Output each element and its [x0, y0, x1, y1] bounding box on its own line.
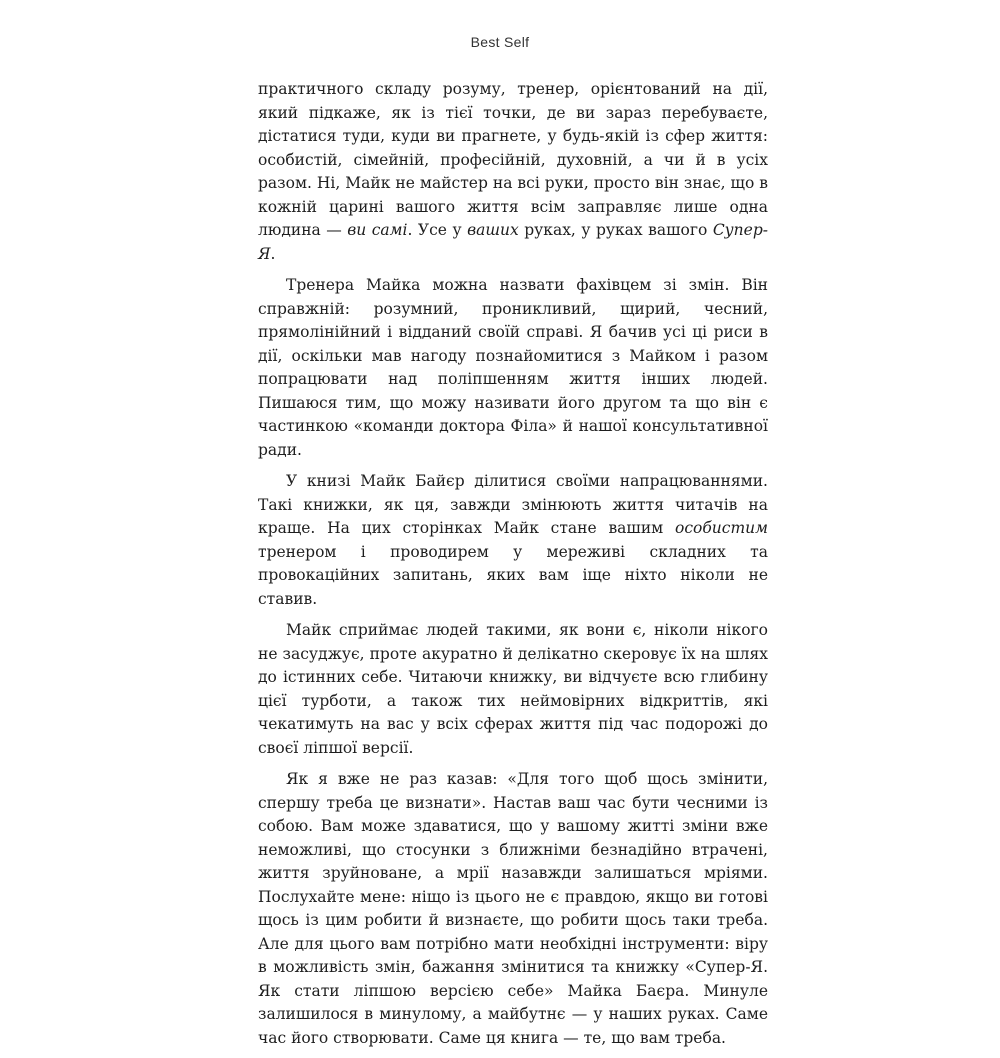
paragraph — [258, 619, 768, 760]
text-run: . — [270, 244, 276, 263]
paragraph — [258, 274, 768, 462]
italic-text-run: Супер-Я — [258, 221, 768, 263]
italic-text-run: ваших — [467, 221, 519, 239]
running-head: Best Self — [470, 34, 530, 50]
text-run: Тренера Майка можна назвати фахівцем зі змін. Він справжній: розумний, проникливий, щирий, чесний, прямолінійний і відданий своїй справі. Я бачив усі ці риси в дії, оскільки мав нагоду познайомитися з Майком і разом попрацювати над поліпшенням життя інших людей. Пишаюся тим, що можу називати його другом та що він є частинкою «команди доктора Філа» й нашої консультативної ради. — [258, 276, 768, 459]
italic-text-run: ви самі — [347, 221, 408, 239]
text-run: практичного складу розуму, тренер, орієнтований на дії, який підкаже, як із тієї точки, де ви зараз перебуваєте, дістатися туди, куди ви прагнете, у будь-якій із сфер життя: особистій, сімейній, професійній, духовній, а чи й в усіх разом. Ні, Майк не майстер на всі руки, просто він знає, що в кожній царині вашого життя всім заправляє лише одна людина — — [258, 80, 768, 239]
text-run: У книзі Майк Байєр ділитися своїми напрацюваннями. Такі книжки, як ця, завжди змінюють життя читачів на краще. На цих сторінках Майк стане вашим — [258, 472, 768, 537]
text-run: . Усе у — [407, 221, 468, 239]
text-run: Майк сприймає людей такими, як вони є, ніколи нікого не засуджує, проте акуратно й делікатно скеровує їх на шлях до істинних себе. Читаючи книжку, ви відчуєте всю глибину цієї турботи, а також тих неймовірних відкриттів, які чекатимуть на вас у всіх сферах життя під час подорожі до своєї ліпшої версії. — [258, 621, 768, 757]
body-text — [258, 78, 768, 1058]
paragraph — [258, 78, 768, 266]
italic-text-run: особистим — [675, 519, 768, 537]
text-run: тренером і проводирем у мереживі складних та провокаційних запитань, яких вам іще ніхто ніколи не ставив. — [258, 542, 768, 608]
text-run: Як я вже не раз казав: «Для того щоб щось змінити, спершу треба це визнати». Настав ваш час бути чесними із собою. Вам може здаватися, що у вашому житті зміни вже неможливі, що стосунки з ближніми безнадійно втрачені, життя зруйноване, а мрії назавжди залишаться мріями. Послухайте мене: ніщо із цього не є правдою, якщо ви готові щось із цим робити й визнаєте, що робити щось таки треба. Але для цього вам потрібно мати необхідні інструменти: віру в можливість змін, бажання змінитися та книжку «Супер-Я. Як стати ліпшою версією себе» Майка Баєра. Минуле залишилося в минулому, а майбутнє — у наших руках. Саме час його створювати. Саме ця книга — те, що вам треба. — [258, 770, 768, 1047]
paragraph — [258, 470, 768, 611]
text-run: руках, у руках вашого — [518, 221, 713, 239]
paragraph — [258, 768, 768, 1050]
